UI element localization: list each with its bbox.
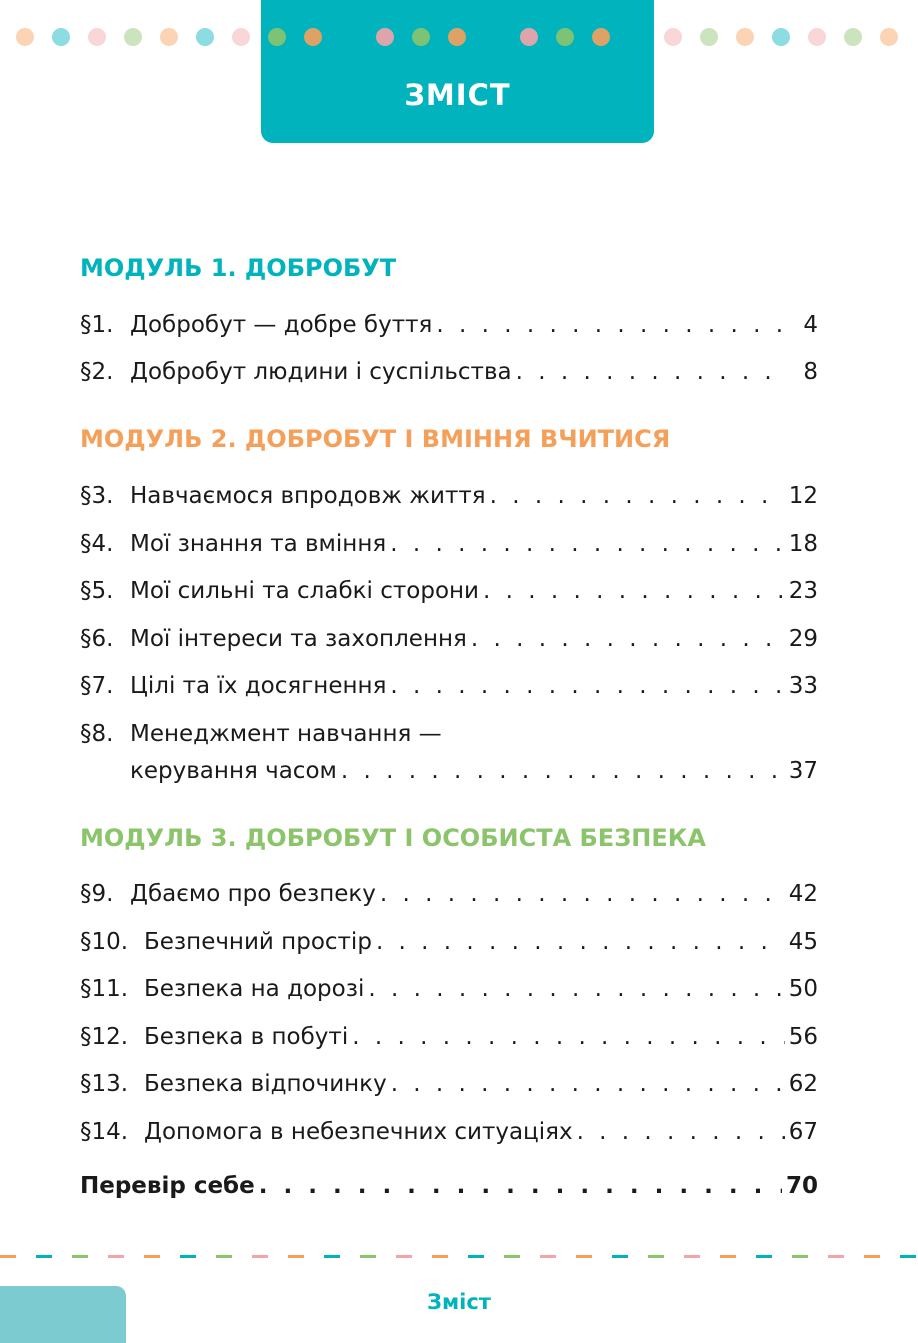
page-number: 50 (788, 976, 818, 1002)
section-number: §14. (80, 1119, 129, 1145)
decorative-dash (0, 1255, 16, 1258)
page-number: 33 (788, 673, 818, 699)
toc-entry-first-line[interactable] (80, 717, 442, 751)
page-number: 12 (788, 483, 818, 509)
section-number: §7. (80, 673, 114, 699)
toc-entry[interactable] (80, 1067, 818, 1101)
decorative-dash (648, 1255, 664, 1258)
decorative-dot-row (16, 28, 906, 48)
decorative-dot (16, 28, 34, 46)
dot-leader (471, 622, 785, 656)
decorative-dash (612, 1255, 628, 1258)
section-number: §5. (80, 578, 114, 604)
section-number: §13. (80, 1071, 129, 1097)
toc-entry[interactable] (80, 308, 818, 342)
decorative-dash (756, 1255, 772, 1258)
dot-leader (483, 574, 785, 608)
section-title: Безпека в побуті (144, 1024, 349, 1050)
decorative-dot (340, 28, 358, 46)
decorative-dot (772, 28, 790, 46)
decorative-dash (72, 1255, 88, 1258)
decorative-dot (448, 28, 466, 46)
section-title: Мої інтереси та захоплення (130, 626, 467, 652)
toc-entry[interactable] (80, 877, 818, 911)
decorative-dash (360, 1255, 376, 1258)
decorative-dash (576, 1255, 592, 1258)
page-number: 4 (803, 312, 818, 338)
decorative-dash (540, 1255, 556, 1258)
toc-entry[interactable] (80, 972, 818, 1006)
section-number: §2. (80, 359, 114, 385)
decorative-dot (628, 28, 646, 46)
decorative-dot (700, 28, 718, 46)
decorative-dash (216, 1255, 232, 1258)
decorative-dot (232, 28, 250, 46)
section-number: §8. (80, 721, 114, 747)
module-3-title: МОДУЛЬ 3. ДОБРОБУТ І ОСОБИСТА БЕЗПЕКА (80, 824, 706, 852)
section-title: Безпека відпочинку (144, 1071, 387, 1097)
decorative-dash (252, 1255, 268, 1258)
decorative-dash (36, 1255, 52, 1258)
page-title: ЗМІСТ (404, 78, 511, 112)
decorative-dot (88, 28, 106, 46)
toc-entry[interactable] (80, 622, 818, 656)
dot-leader (436, 308, 786, 342)
decorative-dash (900, 1255, 916, 1258)
decorative-dash (792, 1255, 808, 1258)
section-number: §4. (80, 531, 114, 557)
decorative-dot (664, 28, 682, 46)
page-number: 18 (788, 531, 818, 557)
header-tab (261, 0, 654, 143)
decorative-dot (160, 28, 178, 46)
section-title: Цілі та їх досягнення (130, 673, 387, 699)
dot-leader (376, 925, 785, 959)
toc-entry[interactable] (80, 479, 818, 513)
decorative-dot (124, 28, 142, 46)
toc-entry[interactable] (80, 527, 818, 561)
decorative-dot (556, 28, 574, 46)
toc-entry[interactable] (80, 355, 818, 389)
section-title: Добробут — добре буття (130, 312, 433, 338)
section-title: Дбаємо про безпеку (130, 881, 376, 907)
decorative-dash (468, 1255, 484, 1258)
decorative-dot (268, 28, 286, 46)
toc-entry[interactable] (130, 754, 818, 788)
footer-title: Зміст (427, 1290, 491, 1314)
decorative-dot (196, 28, 214, 46)
decorative-dot (736, 28, 754, 46)
decorative-dash (432, 1255, 448, 1258)
decorative-dot (484, 28, 502, 46)
section-title: Навчаємося впродовж життя (130, 483, 486, 509)
page-number: 37 (788, 758, 818, 784)
dot-leader (516, 355, 786, 389)
decorative-dash (864, 1255, 880, 1258)
section-title-continued: керування часом (130, 758, 337, 784)
decorative-dot (844, 28, 862, 46)
toc-entry[interactable] (80, 925, 818, 959)
dot-leader (391, 1067, 785, 1101)
section-title: Безпека на дорозі (144, 976, 365, 1002)
toc-entry[interactable] (80, 1020, 818, 1054)
decorative-dash (288, 1255, 304, 1258)
toc-entry-self-check[interactable] (80, 1169, 818, 1203)
decorative-dashed-line (0, 1255, 918, 1258)
dot-leader (380, 877, 785, 911)
section-number: §3. (80, 483, 114, 509)
decorative-dash (684, 1255, 700, 1258)
section-number: §9. (80, 881, 114, 907)
decorative-dot (52, 28, 70, 46)
page-number: 70 (785, 1173, 818, 1199)
self-check-title: Перевір себе (80, 1173, 255, 1199)
dot-leader (368, 972, 784, 1006)
decorative-dot (376, 28, 394, 46)
dot-leader (352, 1020, 785, 1054)
module-2-title: МОДУЛЬ 2. ДОБРОБУТ І ВМІННЯ ВЧИТИСЯ (80, 425, 671, 453)
page-number: 62 (788, 1071, 818, 1097)
section-title: Допомога в небезпечних ситуаціях (144, 1119, 573, 1145)
dot-leader (577, 1115, 785, 1149)
section-number: §12. (80, 1024, 129, 1050)
decorative-dot (520, 28, 538, 46)
dot-leader (390, 527, 785, 561)
module-1-title: МОДУЛЬ 1. ДОБРОБУТ (80, 254, 397, 282)
decorative-dash (108, 1255, 124, 1258)
toc-entry[interactable] (80, 1115, 818, 1149)
section-number: §6. (80, 626, 114, 652)
decorative-dash (180, 1255, 196, 1258)
section-title: Мої сильні та слабкі сторони (130, 578, 479, 604)
decorative-dot (808, 28, 826, 46)
page-number: 67 (788, 1119, 818, 1145)
section-title: Безпечний простір (144, 929, 372, 955)
decorative-dash (504, 1255, 520, 1258)
decorative-dash (144, 1255, 160, 1258)
page-number: 56 (788, 1024, 818, 1050)
decorative-dot (304, 28, 322, 46)
decorative-dot (412, 28, 430, 46)
dot-leader (341, 754, 785, 788)
decorative-dash (720, 1255, 736, 1258)
section-number: §1. (80, 312, 114, 338)
decorative-dot (592, 28, 610, 46)
toc-entry[interactable] (80, 574, 818, 608)
page-number: 8 (803, 359, 818, 385)
section-title: Мої знання та вміння (130, 531, 387, 557)
decorative-dash (324, 1255, 340, 1258)
section-title: Добробут людини і суспільства (130, 359, 512, 385)
page-number: 42 (788, 881, 818, 907)
decorative-dash (396, 1255, 412, 1258)
dot-leader (259, 1169, 782, 1203)
section-number: §10. (80, 929, 129, 955)
page-number: 29 (788, 626, 818, 652)
dot-leader (390, 669, 784, 703)
toc-entry[interactable] (80, 669, 818, 703)
dot-leader (490, 479, 785, 513)
decorative-dash (828, 1255, 844, 1258)
page-number: 45 (788, 929, 818, 955)
decorative-dot (880, 28, 898, 46)
page-number: 23 (788, 578, 818, 604)
section-number: §11. (80, 976, 129, 1002)
section-title: Менеджмент навчання — (130, 721, 442, 747)
